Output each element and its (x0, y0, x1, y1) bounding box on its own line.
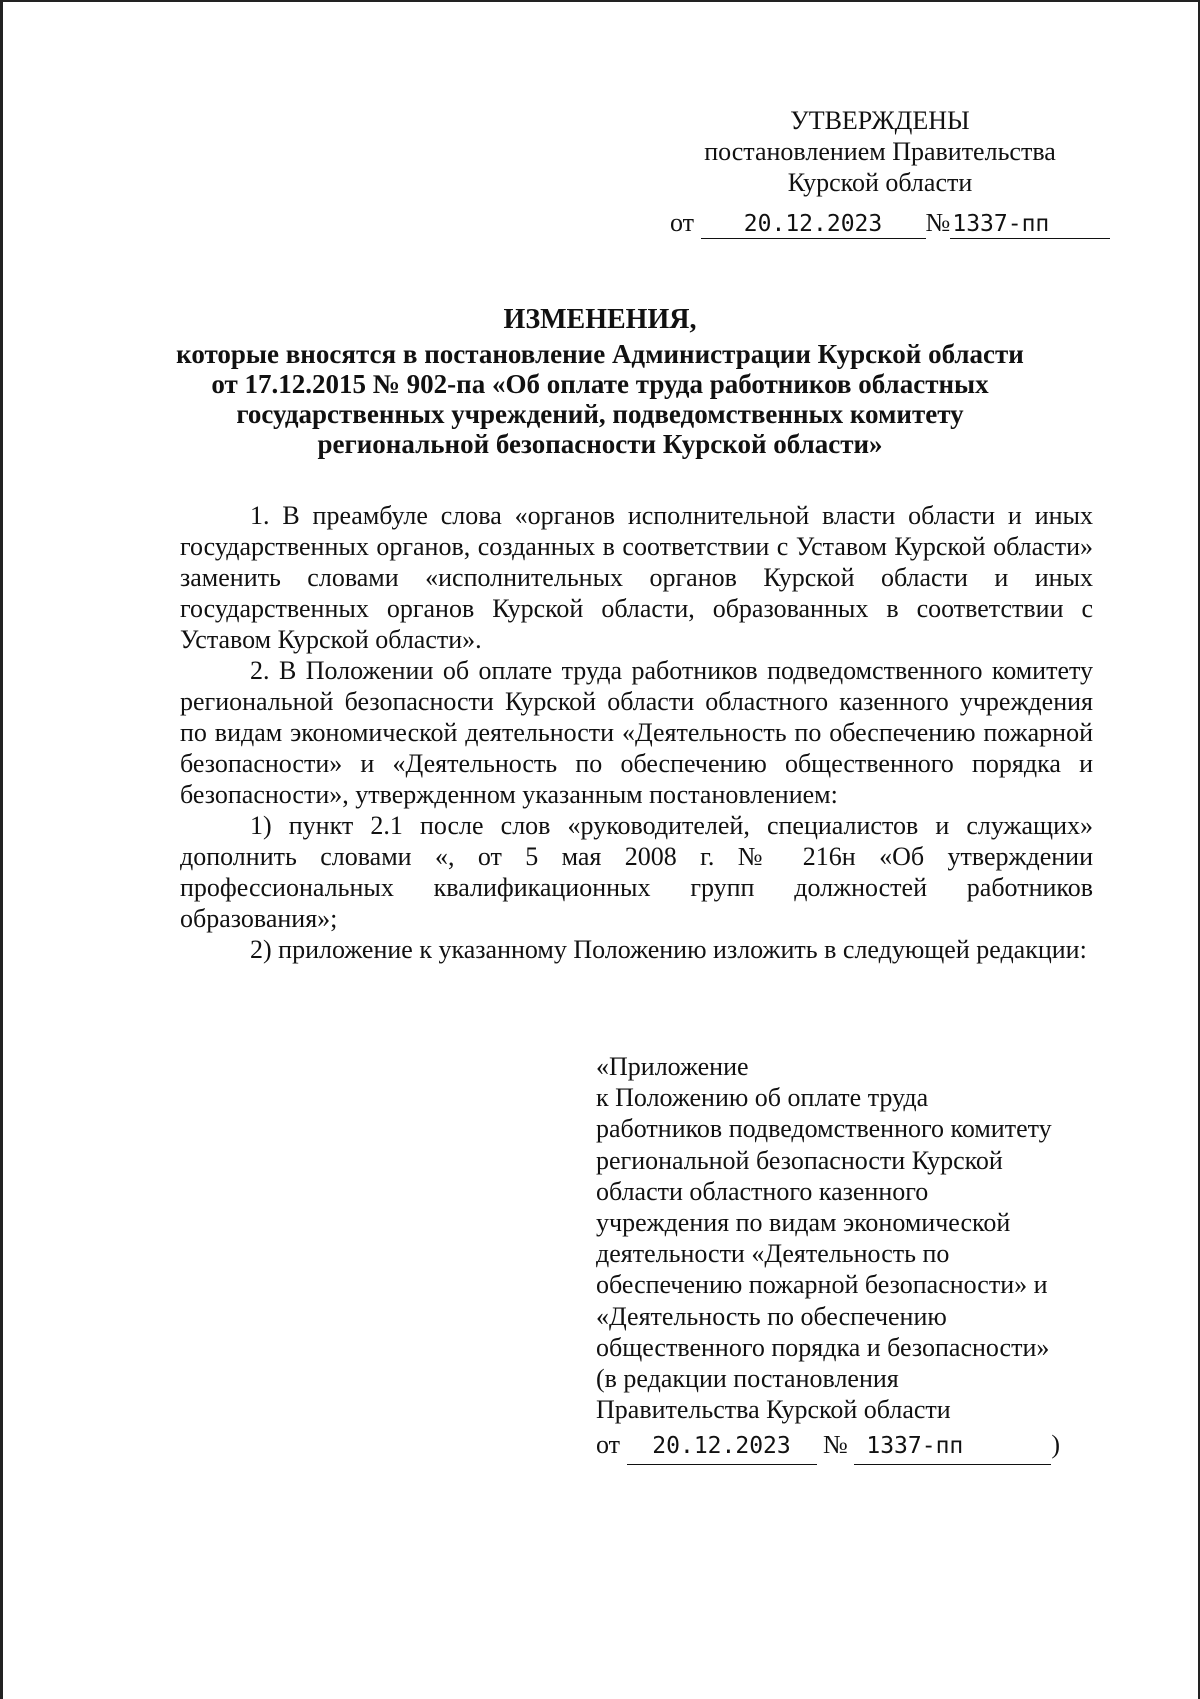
appendix-line: деятельности «Деятельность по (596, 1239, 950, 1269)
appendix-number-label: № (823, 1430, 848, 1460)
appendix-signature-line (596, 1429, 1096, 1464)
title-line: которые вносятся в постановление Администрации Курской области (176, 339, 1024, 369)
document-body (180, 500, 1093, 965)
paragraph-item-1: 1) пункт 2.1 после слов «руководителей, специалистов и служащих» дополнить словами «, от 5 мая 2008 г. № 216н «Об утверждении профессиональных квалификационных групп должностей работников образования»; (180, 811, 1093, 933)
title-line: от 17.12.2015 № 902-па «Об оплате труда работников областных (211, 369, 989, 399)
appendix-line: области областного казенного (596, 1176, 929, 1206)
appendix-line: работников подведомственного комитету (596, 1114, 1052, 1144)
approval-heading: УТВЕРЖДЕНЫ (790, 106, 970, 135)
appendix-line: «Приложение (596, 1052, 749, 1081)
appendix-line: обеспечению пожарной безопасности» и (596, 1270, 1048, 1300)
appendix-from-label: от (596, 1430, 621, 1460)
appendix-line: к Положению об оплате труда (596, 1083, 929, 1113)
paragraph-item-2: 2) приложение к указанному Положению изложить в следующей редакции: (250, 935, 1087, 964)
approval-date: 20.12.2023 (701, 211, 926, 239)
paragraph-regulation: 2. В Положении об оплате труда работников подведомственного комитету региональной безопасности Курской области областного казенного учреждения по видам экономической деятельности «Деятельность по обеспечению пожарной безопасности» и «Деятельность по обеспечению общественного порядка и безопасности», утвержденном указанным постановлением: (180, 656, 1093, 809)
approval-authority: постановлением Правительства (704, 137, 1056, 166)
appendix-line: (в редакции постановления (596, 1364, 899, 1394)
approval-region: Курской области (787, 168, 973, 197)
appendix-number: 1337-пп (854, 1431, 1051, 1464)
appendix-line: региональной безопасности Курской (596, 1145, 1003, 1175)
approval-block (660, 105, 1100, 198)
document-title (140, 305, 1060, 459)
appendix-closing-paren: ) (1051, 1430, 1061, 1460)
appendix-block (596, 1051, 1096, 1465)
approval-from-label: от (670, 208, 695, 237)
approval-signature-line (670, 208, 1110, 239)
appendix-line: «Деятельность по обеспечению (596, 1301, 947, 1331)
appendix-line: общественного порядка и безопасности» (596, 1332, 1050, 1362)
approval-number-label: № (925, 208, 951, 237)
page-edge-left (0, 0, 3, 1699)
appendix-line: Правительства Курской области (596, 1395, 951, 1425)
paragraph-preamble: 1. В преамбуле слова «органов исполнительной власти области и иных государственных органов, созданных в соответствии с Уставом Курской области» заменить словами «исполнительных органов Курской области и иных государственных органов Курской области, образованных в соответствии с Уставом Курской области». (180, 501, 1093, 654)
appendix-date: 20.12.2023 (627, 1431, 817, 1464)
title-line: государственных учреждений, подведомственных комитету (236, 399, 964, 429)
page-edge-top (0, 0, 1200, 2)
title-heading: ИЗМЕНЕНИЯ, (503, 304, 697, 335)
appendix-line: учреждения по видам экономической (596, 1208, 1011, 1238)
title-line: региональной безопасности Курской области» (317, 429, 883, 459)
approval-number: 1337-пп (950, 211, 1110, 239)
